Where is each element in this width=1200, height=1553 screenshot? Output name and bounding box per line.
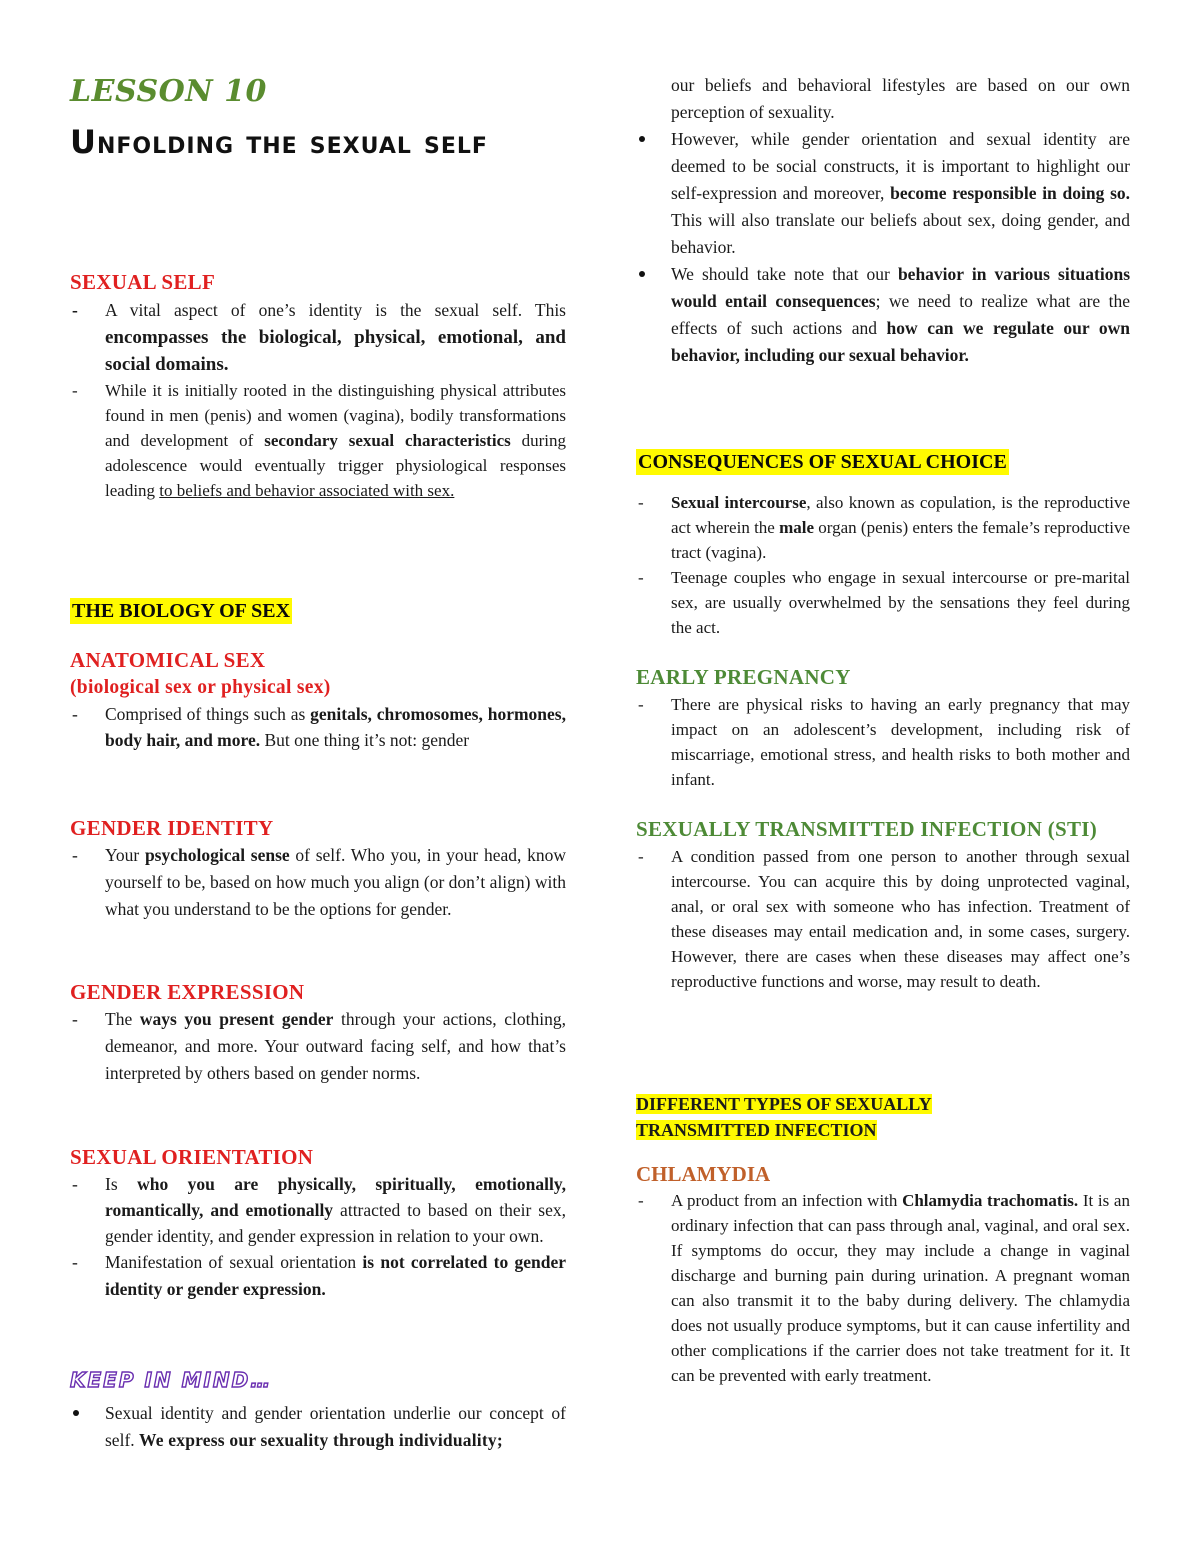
paragraph-text: This will also translate our beliefs about sex, doing gender, and behavior.	[671, 210, 1130, 257]
section-heading: EARLY PREGNANCY	[636, 665, 851, 689]
paragraph-text: through your actions, clothing, demeanor, and more. Your outward facing self, and how that’s interpreted by others based on gender norms.	[105, 1009, 566, 1083]
bold-text: secondary sexual characteristics	[264, 430, 511, 450]
paragraph-text: Is	[105, 1174, 138, 1194]
section-heading: CHLAMYDIA	[636, 1162, 771, 1186]
bold-text: encompasses the biological, physical, emotional, and social domains.	[105, 326, 566, 375]
section-gender-expression	[70, 978, 566, 1087]
section-heading: ANATOMICAL SEX	[70, 648, 266, 672]
dash-marker: -	[638, 567, 644, 587]
section-sexual-orientation	[70, 1143, 566, 1303]
section-heading: GENDER EXPRESSION	[70, 980, 305, 1004]
paragraph-text: Teenage couples who engage in sexual intercourse or pre-marital sex, are usually overwhelmed by the sensations they feel during the act.	[671, 567, 1130, 637]
paragraph-text: We should take note that our	[671, 264, 898, 284]
section-consequences	[636, 449, 1130, 640]
bold-text: genitals, chromosomes, hormones, body hair, and more.	[105, 704, 566, 750]
paragraph-text: However, while gender orientation and sexual identity are deemed to be social constructs, it is important to highlight our self-expression and moreover,	[671, 129, 1130, 203]
paragraph-text: during adolescence would eventually trigger physiological responses leading	[105, 430, 567, 500]
highlighted-heading: DIFFERENT TYPES OF SEXUALLY	[636, 1094, 932, 1114]
underlined-text: to beliefs and behavior associated with sex.	[159, 480, 455, 500]
list-item	[70, 1400, 566, 1454]
bold-text: is not correlated to gender identity or gender expression.	[105, 1252, 566, 1299]
keep-in-mind-heading: KEEP IN MIND…	[70, 1368, 273, 1392]
dash-marker: -	[72, 704, 78, 724]
dash-marker: -	[72, 380, 78, 400]
list-item	[70, 298, 566, 378]
bullet-icon	[73, 1410, 79, 1416]
paragraph-text: organ (penis) enters the female’s reproductive tract (vagina).	[671, 517, 1130, 562]
section-heading: SEXUAL ORIENTATION	[70, 1145, 314, 1169]
paragraph-text: While it is initially rooted in the distinguishing physical attributes found in men (penis) and women (vagina), bodily transformations and development of	[105, 380, 566, 450]
section-subheading: (biological sex or physical sex)	[70, 677, 331, 698]
bold-text: psychological sense	[144, 845, 290, 865]
list-item	[70, 378, 566, 503]
dash-marker: -	[638, 1191, 644, 1210]
paragraph-text: A condition passed from one person to another through sexual intercourse. You can acquire this by doing unprotected vaginal, anal, or oral sex with someone who has infection. Treatment of these diseases may entail medication and, in some cases, surgery. However, there are cases when these diseases may affect one’s reproductive functions and worse, may result to death.	[671, 847, 1130, 991]
paragraph-text: A vital aspect of one’s identity is the sexual self. This	[105, 300, 566, 320]
section-sti	[636, 816, 1130, 994]
list-item	[636, 692, 1130, 792]
list-item	[636, 261, 1130, 369]
highlighted-heading: THE BIOLOGY OF SEX	[72, 600, 291, 622]
bold-text: Chlamydia trachomatis.	[902, 1191, 1079, 1210]
bold-text: male	[779, 517, 815, 537]
highlighted-heading: CONSEQUENCES OF SEXUAL CHOICE	[638, 451, 1007, 473]
paragraph-text: Manifestation of sexual orientation	[105, 1252, 363, 1272]
dash-marker: -	[638, 492, 644, 512]
list-item	[70, 842, 566, 923]
paragraph-text: Sexual identity and gender orientation underlie our concept of self.	[105, 1402, 566, 1450]
dash-marker: -	[72, 1174, 78, 1194]
dash-marker: -	[72, 845, 78, 865]
dash-marker: -	[72, 300, 78, 320]
keep-in-mind-continued	[636, 72, 1130, 369]
section-biology-of-sex	[70, 598, 566, 625]
bold-text: become responsible in doing so.	[890, 183, 1131, 203]
list-item	[636, 1188, 1130, 1388]
list-item	[636, 126, 1130, 261]
paragraph-text: of self. Who you, in your head, know yourself to be, based on how much you align (or don’t align) with what you understand to be the options for gender.	[105, 845, 566, 919]
paragraph-text: attracted to based on their sex, gender identity, and gender expression in relation to your own.	[105, 1200, 567, 1246]
lesson-number: LESSON 10	[70, 74, 267, 109]
paragraph-text: The	[105, 1009, 140, 1029]
section-anatomical-sex	[70, 646, 566, 753]
list-item	[70, 702, 566, 753]
section-early-pregnancy	[636, 664, 1130, 792]
bullet-icon	[639, 136, 645, 142]
bold-text: Sexual intercourse	[671, 492, 807, 512]
section-heading: SEXUALLY TRANSMITTED INFECTION (STI)	[636, 817, 1098, 841]
paragraph-text: There are physical risks to having an early pregnancy that may impact on an adolescent’s development, including risk of miscarriage, emotional stress, and health risks to both mother and infant.	[671, 695, 1130, 789]
dash-marker: -	[72, 1252, 78, 1272]
bold-text: behavior in various situations would entail consequences	[671, 264, 1131, 311]
section-chlamydia	[636, 1160, 1130, 1388]
paragraph-text: But one thing it’s not: gender	[260, 729, 470, 750]
bold-text: who you are physically, spiritually, emotionally, romantically, and emotionally	[105, 1174, 566, 1220]
paragraph-text: ; we need to realize what are the effects of such actions and	[671, 291, 1131, 338]
list-item	[636, 490, 1130, 565]
paragraph-text: our beliefs and behavioral lifestyles are based on our own perception of sexuality.	[671, 75, 1130, 122]
dash-marker: -	[638, 695, 644, 714]
section-sexual-self	[70, 268, 566, 503]
bullet-icon	[639, 271, 645, 277]
paragraph-text: , also known as copulation, is the reproductive act wherein the	[671, 492, 1130, 537]
dash-marker: -	[72, 1009, 78, 1029]
list-item	[70, 1249, 566, 1303]
bold-text: ways you present gender	[139, 1009, 334, 1029]
list-item-continued	[636, 72, 1130, 126]
list-item	[70, 1006, 566, 1087]
page-title: Unfolding the sexual self	[70, 123, 488, 161]
paragraph-text: A product from an infection with	[671, 1191, 903, 1210]
section-types-of-sti	[636, 1092, 1130, 1143]
list-item	[70, 1171, 566, 1249]
section-keep-in-mind	[70, 1368, 566, 1454]
section-gender-identity	[70, 814, 566, 923]
bold-text: how can we regulate our own behavior, including our sexual behavior.	[671, 318, 1130, 365]
dash-marker: -	[638, 847, 644, 866]
list-item	[636, 565, 1130, 640]
bold-text: We express our sexuality through individuality;	[139, 1429, 503, 1450]
paragraph-text: Comprised of things such as	[105, 704, 311, 724]
highlighted-heading: TRANSMITTED INFECTION	[636, 1119, 877, 1140]
paragraph-text: Your	[105, 845, 145, 865]
section-heading: SEXUAL SELF	[70, 270, 216, 294]
section-heading: GENDER IDENTITY	[70, 816, 274, 840]
paragraph-text: It is an ordinary infection that can pass through anal, vaginal, and oral sex. If symptoms do occur, they may include a change in vaginal discharge and burning pain during urination. A pregnant woman can also transmit it to the baby during delivery. The chlamydia does not usually produce symptoms, but it can cause infertility and other complications if the carrier does not take treatment for it. It can be prevented with early treatment.	[671, 1191, 1130, 1385]
list-item	[636, 844, 1130, 994]
